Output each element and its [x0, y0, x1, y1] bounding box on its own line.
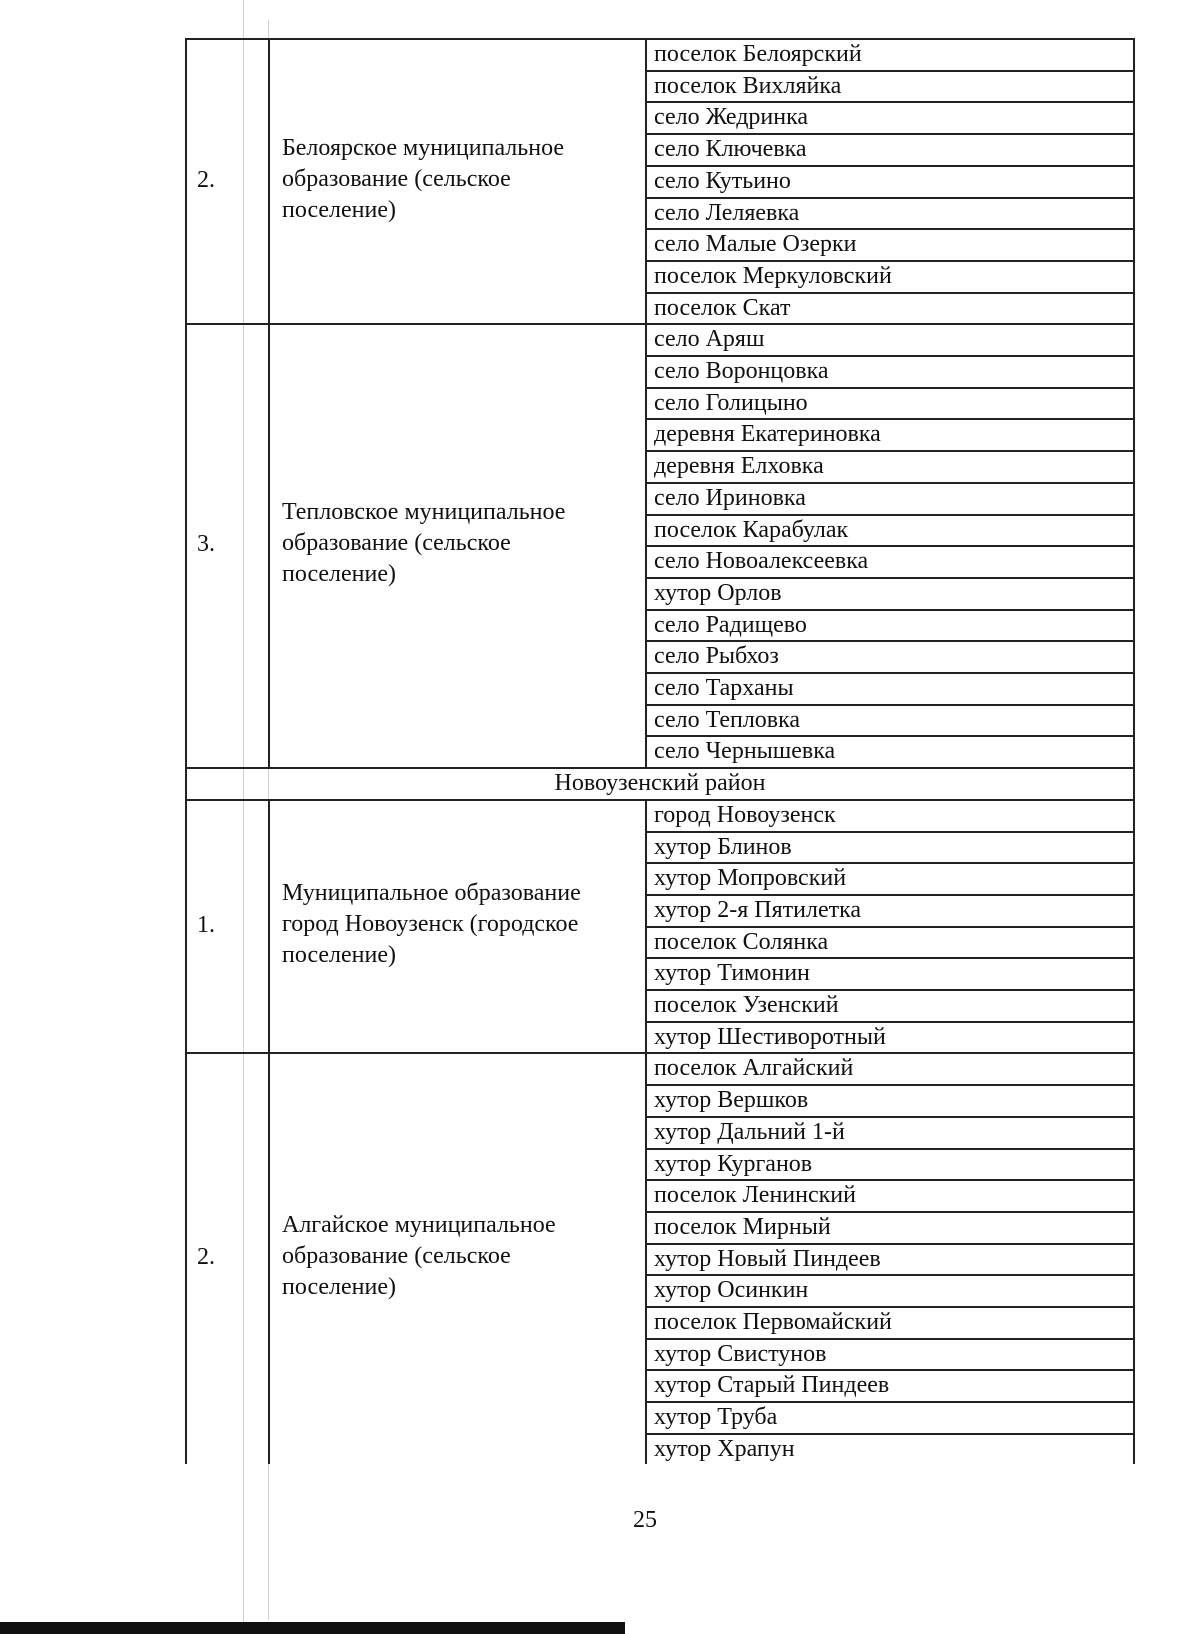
settlement-name: село Радищево [654, 611, 807, 638]
settlement-name: село Ириновка [654, 484, 806, 511]
table-top-border [185, 38, 645, 40]
settlement-name: село Аряш [654, 326, 765, 353]
settlement-name: поселок Скат [654, 294, 791, 321]
table-border-left [185, 799, 187, 1053]
district-header: Новоузенский район [554, 770, 766, 797]
settlement-name: хутор Осинкин [654, 1277, 809, 1304]
table-border-right [1133, 38, 1135, 323]
settlement-name: поселок Алгайский [654, 1055, 854, 1082]
settlement-name: хутор Мопровский [654, 865, 847, 892]
settlement-name: село Голицыно [654, 389, 808, 416]
settlement-name: поселок Белоярский [654, 41, 862, 67]
municipality-name: Белоярское муниципальное образование (сельское поселение) [282, 134, 565, 223]
table-border-left [185, 1052, 187, 1464]
settlement-name: хутор Свистунов [654, 1340, 827, 1367]
table-border-right [1133, 1052, 1135, 1464]
settlement-name: село Тепловка [654, 706, 801, 733]
column-divider [645, 38, 647, 323]
settlement-name: хутор Блинов [654, 833, 792, 860]
settlement-name: хутор Орлов [654, 579, 782, 606]
settlement-name: поселок Первомайский [654, 1309, 892, 1335]
settlement-name: поселок Меркуловский [654, 262, 892, 289]
settlement-name: хутор Шестиворотный [654, 1023, 886, 1050]
row-number: 1. [197, 911, 215, 938]
settlement-name: село Леляевка [654, 199, 800, 226]
column-divider [268, 38, 270, 323]
scan-edge [0, 1622, 625, 1634]
settlement-name: деревня Елховка [654, 453, 824, 480]
settlement-name: поселок Мирный [654, 1213, 831, 1240]
settlement-name: поселок Солянка [654, 928, 829, 955]
settlement-name: поселок Узенский [654, 992, 839, 1018]
settlement-name: село Новоалексеевка [654, 548, 869, 575]
settlement-name: хутор Дальний 1-й [654, 1118, 845, 1145]
column-divider [268, 323, 270, 767]
settlement-name: село Ключевка [654, 136, 807, 163]
municipality-name: Тепловское муниципальное образование (сельское поселение) [282, 499, 566, 588]
settlement-name: хутор Старый Пиндеев [654, 1372, 890, 1399]
row-number: 2. [197, 1244, 215, 1271]
settlement-name: село Жедринка [654, 104, 809, 131]
settlement-name: деревня Екатериновка [654, 421, 881, 448]
settlement-name: село Рыбхоз [654, 643, 779, 670]
settlement-name: хутор Новый Пиндеев [654, 1245, 881, 1272]
column-divider [268, 1052, 270, 1464]
settlement-name: поселок Вихляйка [654, 72, 842, 99]
municipality-name: Муниципальное образование город Новоузенск (городское поселение) [282, 879, 581, 968]
municipality-name: Алгайское муниципальное образование (сельское поселение) [282, 1212, 556, 1301]
settlement-name: поселок Ленинский [654, 1182, 856, 1209]
settlement-name: хутор Вершков [654, 1087, 809, 1114]
settlement-name: село Малые Озерки [654, 231, 857, 258]
settlement-name: село Воронцовка [654, 358, 829, 384]
settlement-name: хутор Труба [654, 1404, 778, 1431]
settlement-name: село Тарханы [654, 675, 794, 701]
row-number: 3. [197, 531, 215, 558]
table-border-right [1133, 799, 1135, 1053]
table-border-left [185, 38, 187, 323]
table-border-right [1133, 323, 1135, 767]
settlement-name: город Новоузенск [654, 801, 836, 828]
settlement-name: хутор Храпун [654, 1435, 795, 1462]
settlement-name: хутор 2-я Пятилетка [654, 896, 862, 923]
row-number: 2. [197, 166, 215, 193]
column-divider [268, 799, 270, 1053]
settlement-name: село Чернышевка [654, 738, 836, 765]
table-border-left [185, 323, 187, 767]
settlement-name: хутор Тимонин [654, 960, 810, 987]
settlement-name: поселок Карабулак [654, 516, 849, 543]
settlement-name: село Кутьино [654, 167, 791, 194]
page-number: 25 [633, 1507, 657, 1533]
settlement-name: хутор Курганов [654, 1150, 813, 1177]
